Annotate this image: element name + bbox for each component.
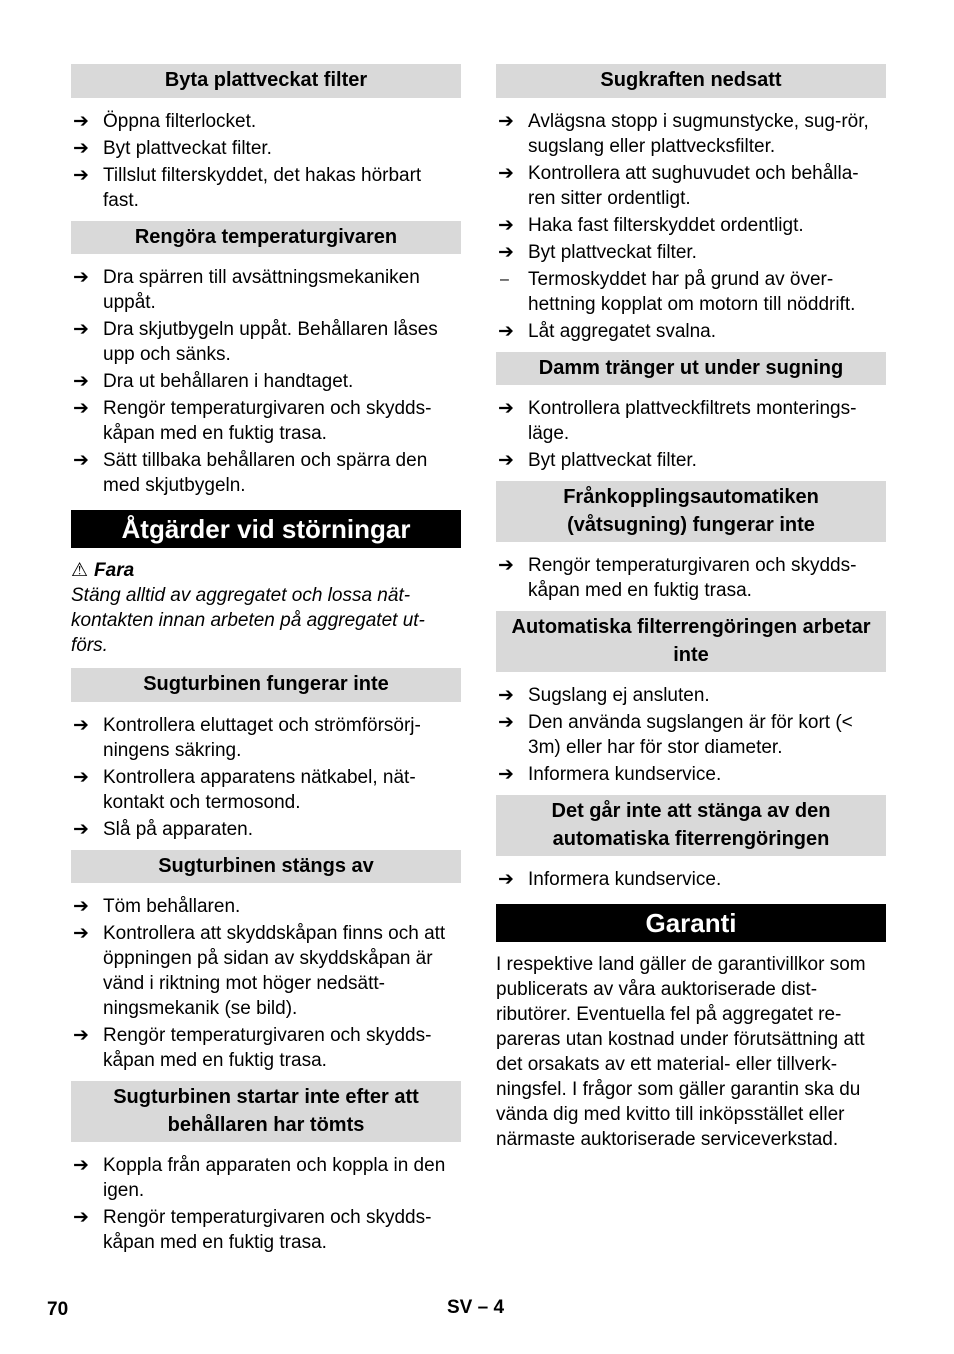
list-rengora-temperaturgivaren	[71, 265, 461, 498]
list-item: ➔ Tillslut filterskyddet, det hakas hörbart fast.	[73, 164, 422, 211]
list-item: ➔ Kontrollera apparatens nätkabel, nät-kontakt och termosond.	[73, 766, 416, 813]
list-item: ➔ Avlägsna stopp i sugmunstycke, sug-rör, sugslang eller plattvecksfilter.	[498, 110, 869, 157]
arrow-right-icon: ➔	[498, 764, 514, 785]
heading-frankopplingsautomatiken: Frånkopplingsautomatiken (våtsugning) fungerar inte	[496, 481, 886, 542]
list-item: ➔ Informera kundservice.	[498, 764, 722, 785]
list-item: ➔ Dra skjutbygeln uppåt. Behållaren låses upp och sänks.	[73, 319, 438, 365]
arrow-right-icon: ➔	[73, 164, 89, 186]
heading-det-gar-inte-att-stanga: Det går inte att stänga av den automatiska fiterrengöringen	[496, 795, 886, 856]
warning-title: ⚠ Fara	[71, 560, 135, 581]
arrow-right-icon: ➔	[498, 110, 514, 132]
arrow-right-icon: ➔	[73, 267, 89, 288]
list-item: ➔ Rengör temperaturgivaren och skydds-kåpan med en fuktig trasa.	[73, 1207, 432, 1253]
list-item: ➔ Kontrollera plattveckfiltrets monterings-läge.	[498, 398, 857, 444]
heading-rengora-temperaturgivaren: Rengöra temperaturgivaren	[71, 221, 461, 255]
arrow-right-icon: ➔	[73, 766, 89, 788]
heading-sugturbinen-startar-inte: Sugturbinen startar inte efter att behållaren har tömts	[71, 1081, 461, 1142]
left-column	[71, 64, 461, 1263]
list-item: ➔ Kontrollera eluttaget och strömförsörj-ningens säkring.	[73, 714, 421, 761]
arrow-right-icon: ➔	[73, 1025, 89, 1046]
list-item: ➔ Byt plattveckat filter.	[73, 137, 272, 159]
warning-text: Stäng alltid av aggregatet och lossa nät-kontakten innan arbeten på aggregatet ut-förs.	[71, 585, 425, 656]
arrow-right-icon: ➔	[73, 450, 89, 471]
arrow-right-icon: ➔	[498, 398, 514, 419]
list-automatiska-filterrengoringen	[496, 683, 886, 787]
chapter-title-garanti: Garanti	[496, 904, 886, 942]
arrow-right-icon: ➔	[498, 555, 514, 576]
arrow-right-icon: ➔	[73, 1155, 89, 1176]
arrow-right-icon: ➔	[73, 1207, 89, 1228]
list-sugturbinen-startar-inte	[71, 1153, 461, 1255]
list-byta-plattveckat-filter	[71, 109, 461, 213]
list-damm-tranger-ut	[496, 396, 886, 473]
arrow-right-icon: ➔	[498, 450, 514, 471]
list-item: ➔ Kontrollera att sughuvudet och behålla-ren sitter ordentligt.	[498, 162, 859, 209]
heading-sugturbinen-fungerar-inte: Sugturbinen fungerar inte	[71, 668, 461, 702]
list-item: ➔ Töm behållaren.	[73, 896, 241, 917]
arrow-right-icon: ➔	[73, 110, 89, 132]
arrow-right-icon: ➔	[73, 371, 89, 392]
heading-automatiska-filterrengoringen: Automatiska filterrengöringen arbetar inte	[496, 611, 886, 672]
arrow-right-icon: ➔	[73, 896, 89, 917]
arrow-right-icon: ➔	[498, 712, 514, 733]
heading-byta-plattveckat-filter: Byta plattveckat filter	[71, 64, 461, 98]
list-item: ➔ Rengör temperaturgivaren och skydds-kåpan med en fuktig trasa.	[73, 398, 432, 444]
list-item: ➔ Haka fast filterskyddet ordentligt.	[498, 214, 804, 236]
arrow-right-icon: ➔	[73, 818, 89, 840]
list-sugturbinen-fungerar-inte	[71, 713, 461, 842]
list-item: ➔ Informera kundservice.	[498, 869, 722, 890]
list-item: ➔ Dra ut behållaren i handtaget.	[73, 371, 354, 392]
list-item: ➔ Öppna filterlocket.	[73, 110, 257, 132]
arrow-right-icon: ➔	[498, 162, 514, 184]
list-frankopplingsautomatiken	[496, 553, 886, 603]
arrow-right-icon: ➔	[73, 398, 89, 419]
arrow-right-icon: ➔	[498, 320, 514, 342]
page-lang-label: SV – 4	[447, 1297, 505, 1318]
arrow-right-icon: ➔	[498, 214, 514, 236]
list-item: ➔ Låt aggregatet svalna.	[498, 320, 717, 342]
list-item: ➔ Koppla från apparaten och koppla in den igen.	[73, 1155, 446, 1201]
list-det-gar-inte-att-stanga	[496, 867, 886, 892]
list-item: ➔ Dra spärren till avsättningsmekaniken uppåt.	[73, 267, 420, 313]
list-item: ➔ Slå på apparaten.	[73, 818, 254, 840]
arrow-right-icon: ➔	[73, 714, 89, 736]
list-sugkraften-nedsatt	[496, 109, 886, 344]
arrow-right-icon: ➔	[498, 241, 514, 263]
list-item: ➔ Byt plattveckat filter.	[498, 241, 697, 263]
arrow-right-icon: ➔	[73, 137, 89, 159]
heading-sugturbinen-stangs-av: Sugturbinen stängs av	[71, 850, 461, 884]
chapter-title-atgarder: Åtgärder vid störningar	[71, 510, 461, 548]
dash-icon: –	[500, 270, 509, 288]
arrow-right-icon: ➔	[498, 685, 514, 706]
garanti-text: I respektive land gäller de garantivillkor som publicerats av våra auktoriserade dist-ributörer. Eventuella fel på aggregatet re-pareras utan kostnad under förutsättning att det orsakats av ett material- eller tillverk-ningsfel. I frågor som gäller garantin ska du vända dig med kvitto till inköpsstället eller närmaste auktoriserade serviceverkstad.	[496, 954, 866, 1150]
heading-sugkraften-nedsatt: Sugkraften nedsatt	[496, 64, 886, 98]
right-column	[496, 64, 886, 1152]
page-number: 70	[47, 1299, 69, 1320]
arrow-right-icon: ➔	[498, 869, 514, 890]
list-sugturbinen-stangs-av	[71, 894, 461, 1073]
list-item: ➔ Rengör temperaturgivaren och skydds-kåpan med en fuktig trasa.	[73, 1025, 432, 1071]
list-item: ➔ Kontrollera att skyddskåpan finns och att öppningen på sidan av skyddskåpan är vänd i riktning mot höger nedsätt-ningsmekanik (se bild).	[73, 923, 446, 1019]
arrow-right-icon: ➔	[73, 319, 89, 340]
list-item: ➔ Rengör temperaturgivaren och skydds-kåpan med en fuktig trasa.	[498, 555, 857, 601]
list-item: ➔ Byt plattveckat filter.	[498, 450, 697, 471]
list-item: – Termoskyddet har på grund av över-hettning kopplat om motorn till nöddrift.	[500, 268, 856, 315]
list-item: ➔ Sätt tillbaka behållaren och spärra den med skjutbygeln.	[73, 450, 428, 496]
arrow-right-icon: ➔	[73, 923, 89, 944]
heading-damm-tranger-ut: Damm tränger ut under sugning	[496, 352, 886, 386]
list-item: ➔ Sugslang ej ansluten.	[498, 685, 710, 706]
warning-triangle-icon: ⚠	[71, 560, 89, 581]
list-item: ➔ Den använda sugslangen är för kort (< 3m) eller har för stor diameter.	[498, 712, 853, 758]
